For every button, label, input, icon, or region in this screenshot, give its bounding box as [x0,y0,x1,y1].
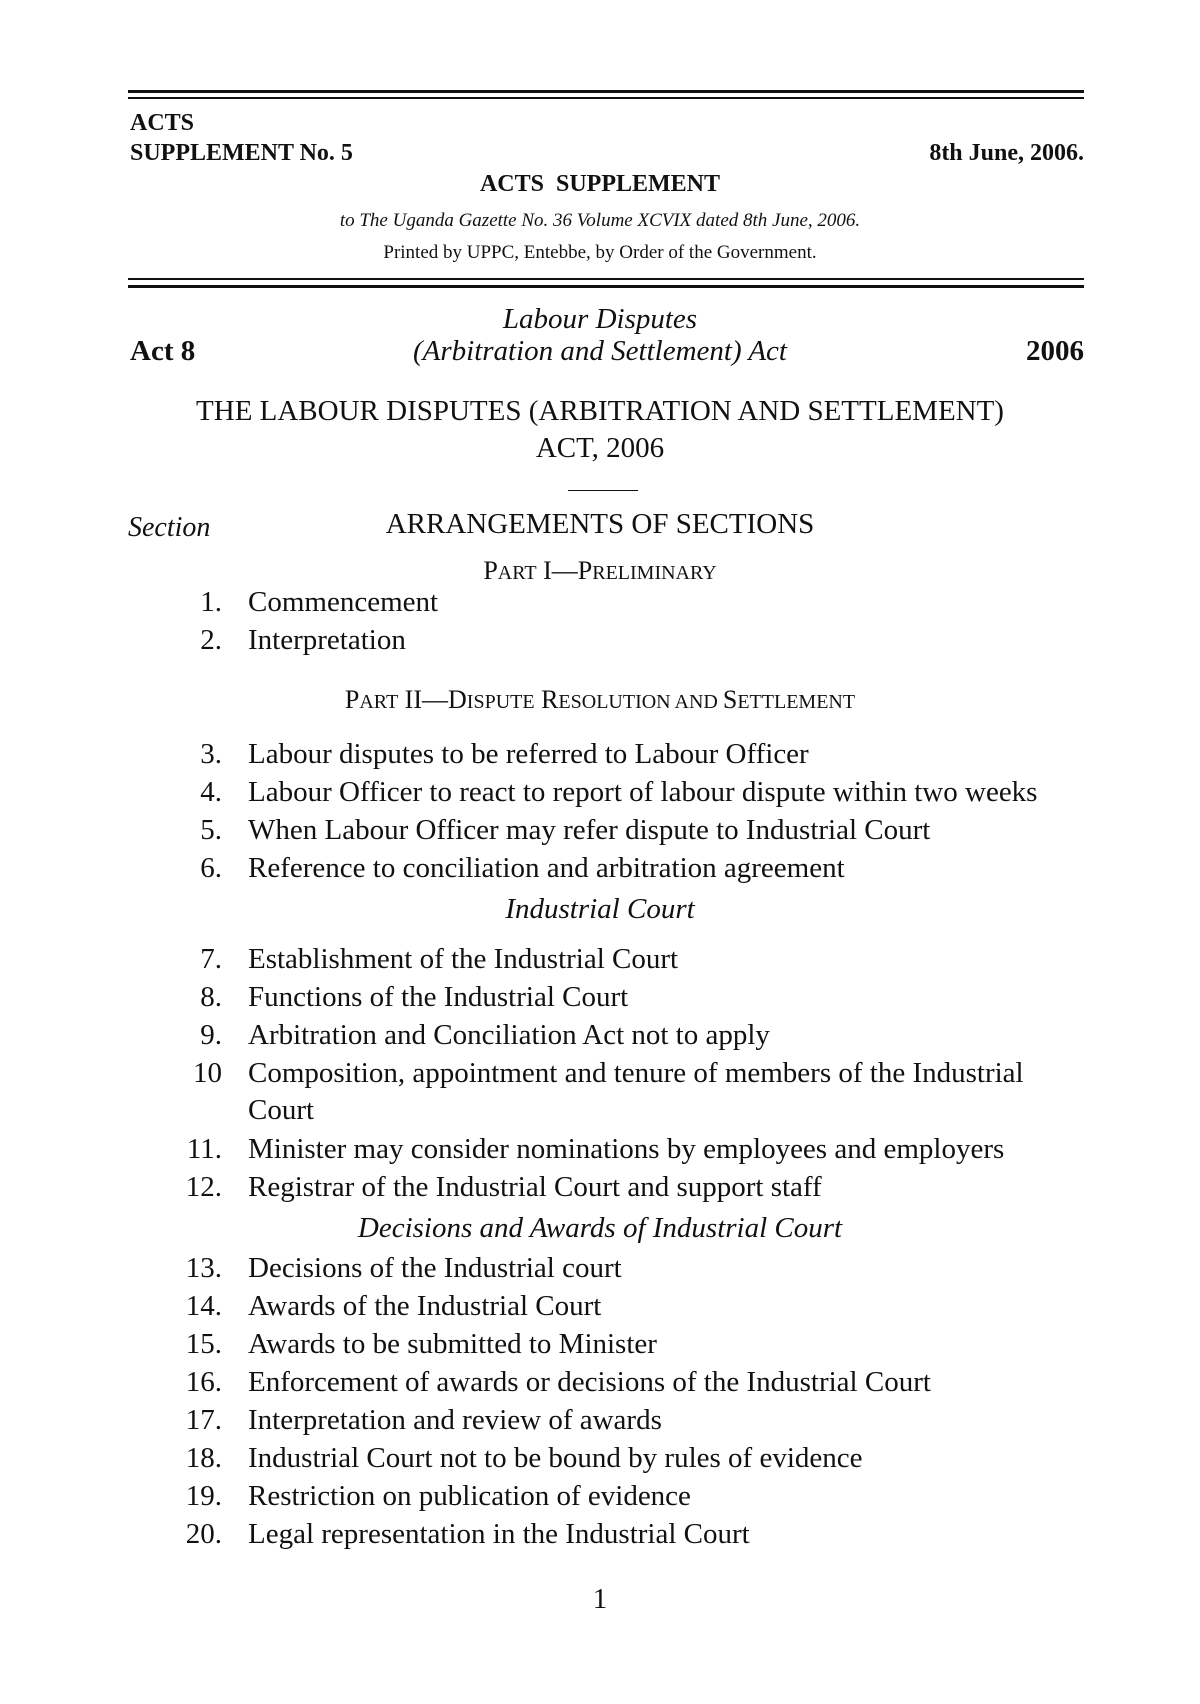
printed-line: Printed by UPPC, Entebbe, by Order of the Government. [383,242,817,263]
page-number: 1 [592,1583,608,1615]
decisions-heading: Decisions and Awards of Industrial Court [357,1212,843,1244]
industrial-court-heading: Industrial Court [505,893,695,925]
arrangement-heading: ARRANGEMENTS OF SECTIONS [385,508,815,540]
top-rule [128,90,1084,93]
running-title-line2: (Arbitration and Settlement) Act [413,335,787,367]
act-title-line2: ACT, 2006 [535,432,665,464]
part-2-heading: PART II—DISPUTE RESOLUTION AND SETTLEMENT [344,685,856,714]
acts-supplement-title: ACTS SUPPLEMENT [479,171,721,197]
gazette-line: to The Uganda Gazette No. 36 Volume XCVIX dated 8th June, 2006. [339,210,861,231]
header-rule [128,278,1084,280]
title-divider [568,490,638,491]
top-rule-inner [128,97,1084,99]
supplement-date: 8th June, 2006. [929,140,1084,166]
supplement-label: SUPPLEMENT No. 5 [130,140,353,166]
running-year: 2006 [1026,335,1084,367]
running-title-line1: Labour Disputes [502,303,698,335]
part-1-heading: PART I—PRELIMINARY [483,556,717,585]
act-title-line1: THE LABOUR DISPUTES (ARBITRATION AND SETTLEMENT) [196,395,1004,427]
act-number: Act 8 [130,335,196,367]
acts-label: ACTS [130,110,195,136]
section-label: Section [128,512,211,543]
header-rule-inner [128,285,1084,288]
